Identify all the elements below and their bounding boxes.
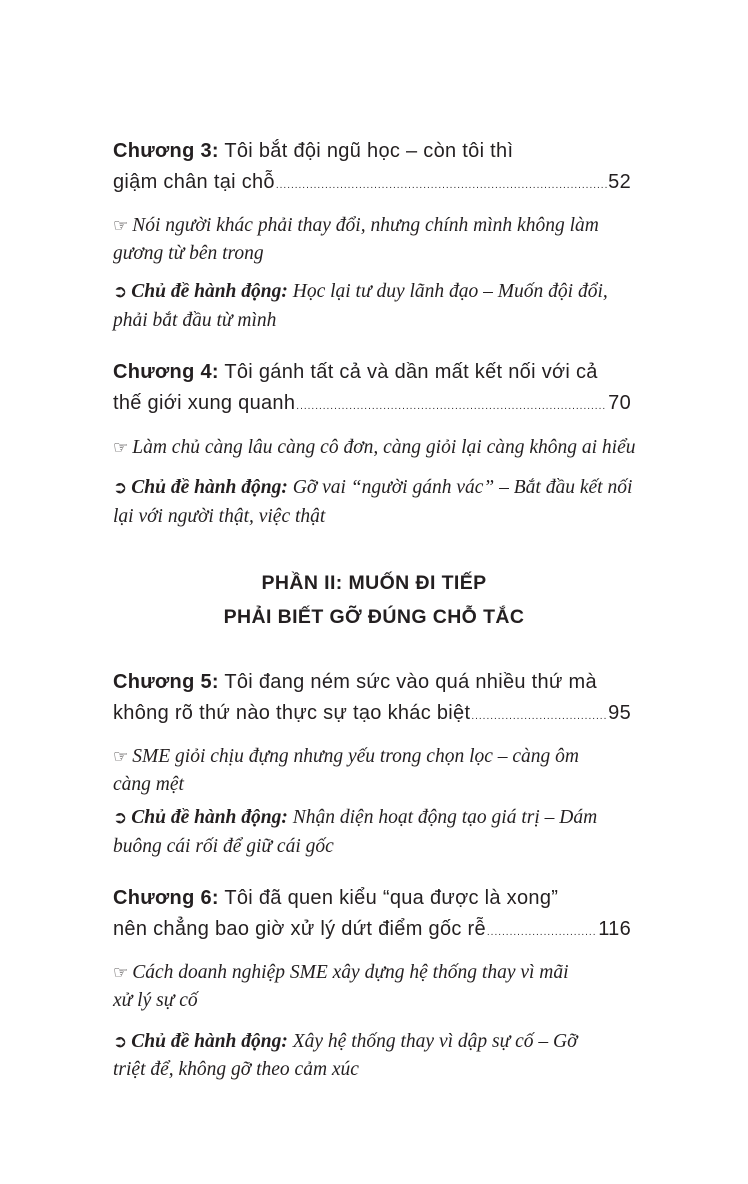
- note-text: SME giỏi chịu đựng nhưng yếu trong chọn lọc – càng ôm: [132, 746, 580, 767]
- chapter-6-title-line1: [113, 885, 633, 911]
- chapter-6-note-cont: xử lý sự cố: [113, 990, 198, 1011]
- part-heading-line2: PHẢI BIẾT GỠ ĐÚNG CHỖ TẮC: [223, 606, 525, 628]
- chapter-5-note: [113, 744, 633, 770]
- action-text: Nhận diện hoạt động tạo giá trị – Dám: [292, 807, 598, 828]
- dot-leader: [471, 704, 607, 730]
- chapter-label: Chương 4:: [113, 361, 219, 383]
- page-number: 52: [608, 171, 631, 193]
- chapter-title: Tôi bắt đội ngũ học – còn tôi thì: [224, 140, 514, 162]
- action-label: Chủ đề hành động:: [131, 281, 288, 302]
- pointing-hand-icon: ☞: [113, 963, 129, 983]
- chapter-title: Tôi đang ném sức vào quá nhiều thứ mà: [224, 671, 597, 693]
- pointing-hand-icon: ☞: [113, 438, 129, 458]
- chapter-title: Tôi đã quen kiểu “qua được là xong”: [224, 887, 559, 909]
- chapter-5-action: [113, 805, 633, 831]
- chapter-3-title-line1: [113, 138, 633, 164]
- chapter-title: Tôi gánh tất cả và dần mất kết nối với cả: [224, 361, 598, 383]
- page-number: 116: [598, 918, 631, 940]
- chapter-3-note-cont: gương từ bên trong: [113, 243, 264, 264]
- chapter-4-action-cont: lại với người thật, việc thật: [113, 506, 326, 527]
- action-text: Học lại tư duy lãnh đạo – Muốn đội đổi,: [292, 281, 608, 302]
- chapter-6-action-cont: triệt để, không gỡ theo cảm xúc: [113, 1059, 359, 1080]
- chapter-title: nên chẳng bao giờ xử lý dứt điểm gốc rễ: [113, 918, 486, 940]
- chapter-4-entry[interactable]: [113, 390, 631, 416]
- chapter-3-entry[interactable]: [113, 169, 631, 195]
- chapter-6-note: [113, 960, 633, 986]
- part-heading-line1: PHẦN II: MUỐN ĐI TIẾP: [261, 572, 487, 594]
- chapter-5-entry[interactable]: [113, 700, 631, 726]
- chapter-5-title-line1: [113, 669, 633, 695]
- action-label: Chủ đề hành động:: [131, 807, 288, 828]
- page-number: 70: [608, 392, 631, 414]
- right-arrow-icon: ➲: [113, 478, 128, 498]
- chapter-title: giậm chân tại chỗ: [113, 171, 275, 193]
- chapter-4-note: [113, 435, 636, 461]
- action-text: Xây hệ thống thay vì dập sự cố – Gỡ: [292, 1031, 578, 1052]
- action-label: Chủ đề hành động:: [131, 477, 288, 498]
- pointing-hand-icon: ☞: [113, 747, 129, 767]
- dot-leader: [296, 394, 607, 420]
- right-arrow-icon: ➲: [113, 282, 128, 302]
- chapter-6-entry[interactable]: [113, 916, 631, 942]
- action-label: Chủ đề hành động:: [131, 1031, 288, 1052]
- right-arrow-icon: ➲: [113, 808, 128, 828]
- chapter-title: không rõ thứ nào thực sự tạo khác biệt: [113, 702, 471, 724]
- dot-leader: [487, 920, 597, 946]
- pointing-hand-icon: ☞: [113, 216, 129, 236]
- chapter-4-title-line1: [113, 359, 633, 385]
- chapter-5-action-cont: buông cái rối để giữ cái gốc: [113, 836, 334, 857]
- note-text: Làm chủ càng lâu càng cô đơn, càng giỏi lại càng không ai hiểu: [132, 437, 636, 458]
- action-text: Gỡ vai “người gánh vác” – Bắt đầu kết nối: [292, 477, 633, 498]
- page-number: 95: [608, 702, 631, 724]
- chapter-4-action: [113, 475, 633, 501]
- chapter-3-note: [113, 213, 633, 239]
- dot-leader: [276, 173, 607, 199]
- chapter-label: Chương 5:: [113, 671, 219, 693]
- chapter-title: thế giới xung quanh: [113, 392, 296, 414]
- chapter-5-note-cont: càng mệt: [113, 774, 184, 795]
- chapter-6-action: [113, 1029, 633, 1055]
- chapter-label: Chương 6:: [113, 887, 219, 909]
- note-text: Cách doanh nghiệp SME xây dựng hệ thống thay vì mãi: [132, 962, 569, 983]
- chapter-3-action: [113, 279, 633, 305]
- chapter-label: Chương 3:: [113, 140, 219, 162]
- chapter-3-action-cont: phải bắt đầu từ mình: [113, 310, 277, 331]
- right-arrow-icon: ➲: [113, 1032, 128, 1052]
- note-text: Nói người khác phải thay đổi, nhưng chính mình không làm: [132, 215, 599, 236]
